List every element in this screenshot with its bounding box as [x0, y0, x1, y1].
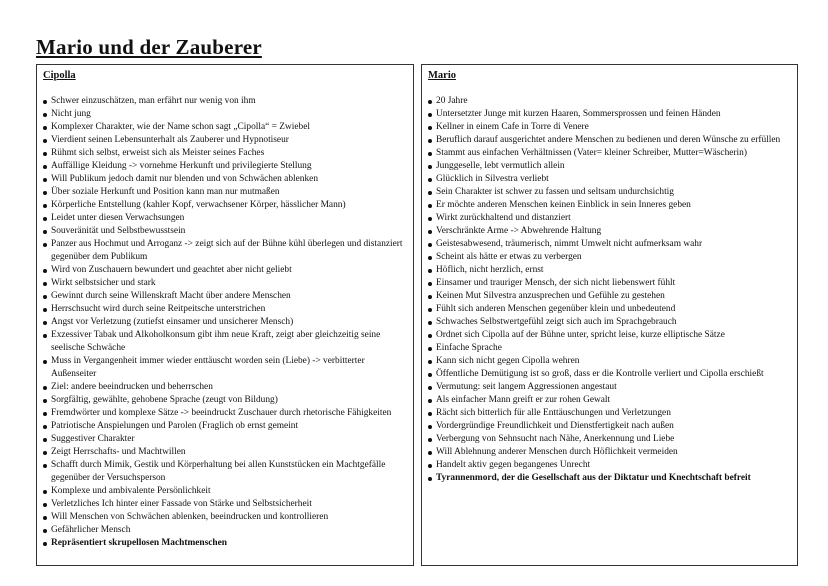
mario-item: Schwaches Selbstwertgefühl zeigt sich auch im Sprachgebrauch — [427, 316, 791, 329]
cipolla-item: Exzessiver Tabak und Alkoholkonsum gibt ihm neue Kraft, zeigt aber gleichzeitig seine seelische Schwäche — [42, 329, 407, 355]
mario-item: Vermutung: seit langem Aggressionen angestaut — [427, 381, 791, 394]
cipolla-item: Nicht jung — [42, 108, 407, 121]
mario-item: Ordnet sich Cipolla auf der Bühne unter, spricht leise, kurze elliptische Sätze — [427, 329, 791, 342]
mario-item: Sein Charakter ist schwer zu fassen und seltsam undurchsichtig — [427, 186, 791, 199]
cipolla-item: Verletzliches Ich hinter einer Fassade von Stärke und Selbstsicherheit — [42, 498, 407, 511]
mario-item: Verschränkte Arme -> Abwehrende Haltung — [427, 225, 791, 238]
cipolla-item: Gewinnt durch seine Willenskraft Macht über andere Menschen — [42, 290, 407, 303]
cipolla-item: Körperliche Entstellung (kahler Kopf, verwachsener Körper, hässlicher Mann) — [42, 199, 407, 212]
cipolla-item: Muss in Vergangenheit immer wieder enttäuscht worden sein (Liebe) -> verbitterter Außenseiter — [42, 355, 407, 381]
mario-item: Untersetzter Junge mit kurzen Haaren, Sommersprossen und feinen Händen — [427, 108, 791, 121]
mario-item: Kann sich nicht gegen Cipolla wehren — [427, 355, 791, 368]
mario-item: Will Ablehnung anderer Menschen durch Höflichkeit vermeiden — [427, 446, 791, 459]
cipolla-item: Komplexer Charakter, wie der Name schon sagt „Cipolla“ = Zwiebel — [42, 121, 407, 134]
mario-heading: Mario — [428, 70, 456, 81]
mario-item: Handelt aktiv gegen begangenes Unrecht — [427, 459, 791, 472]
cipolla-item: Über soziale Herkunft und Position kann man nur mutmaßen — [42, 186, 407, 199]
cipolla-item: Herrschsucht wird durch seine Reitpeitsche unterstrichen — [42, 303, 407, 316]
cipolla-item: Sorgfältig, gewählte, gehobene Sprache (zeugt von Bildung) — [42, 394, 407, 407]
cipolla-box — [36, 64, 414, 566]
cipolla-heading: Cipolla — [43, 70, 76, 81]
mario-item: Höflich, nicht herzlich, ernst — [427, 264, 791, 277]
cipolla-list — [42, 95, 407, 550]
mario-conclusion-item: Tyrannenmord, der die Gesellschaft aus der Diktatur und Knechtschaft befreit — [427, 472, 791, 485]
mario-item: Einfache Sprache — [427, 342, 791, 355]
cipolla-item: Gefährlicher Mensch — [42, 524, 407, 537]
mario-box — [421, 64, 798, 566]
cipolla-item: Leidet unter diesen Verwachsungen — [42, 212, 407, 225]
cipolla-item: Wird von Zuschauern bewundert und geachtet aber nicht geliebt — [42, 264, 407, 277]
mario-item: Keinen Mut Silvestra anzusprechen und Gefühle zu gestehen — [427, 290, 791, 303]
mario-item: Stammt aus einfachen Verhältnissen (Vater= kleiner Schreiber, Mutter=Wäscherin) — [427, 147, 791, 160]
mario-item: Öffentliche Demütigung ist so groß, dass er die Kontrolle verliert und Cipolla erschießt — [427, 368, 791, 381]
cipolla-item: Panzer aus Hochmut und Arroganz -> zeigt sich auf der Bühne kühl überlegen und distanziert gegenüber dem Publikum — [42, 238, 407, 264]
cipolla-item: Schwer einzuschätzen, man erfährt nur wenig von ihm — [42, 95, 407, 108]
cipolla-item: Wirkt selbstsicher und stark — [42, 277, 407, 290]
mario-item: Als einfacher Mann greift er zur rohen Gewalt — [427, 394, 791, 407]
cipolla-item: Rühmt sich selbst, erweist sich als Meister seines Faches — [42, 147, 407, 160]
cipolla-item: Zeigt Herrschafts- und Machtwillen — [42, 446, 407, 459]
mario-item: Verbergung von Sehnsucht nach Nähe, Anerkennung und Liebe — [427, 433, 791, 446]
cipolla-item: Schafft durch Mimik, Gestik und Körperhaltung bei allen Kunststücken ein Machtgefälle gegenüber der Versuchsperson — [42, 459, 407, 485]
mario-list — [427, 95, 791, 485]
cipolla-item: Angst vor Verletzung (zutiefst einsamer und unsicherer Mensch) — [42, 316, 407, 329]
cipolla-item: Auffällige Kleidung -> vornehme Herkunft und privilegierte Stellung — [42, 160, 407, 173]
mario-item: Kellner in einem Cafe in Torre di Venere — [427, 121, 791, 134]
cipolla-item: Ziel: andere beeindrucken und beherrschen — [42, 381, 407, 394]
cipolla-item: Fremdwörter und komplexe Sätze -> beeindruckt Zuschauer durch rhetorische Fähigkeiten — [42, 407, 407, 420]
mario-item: Junggeselle, lebt vermutlich allein — [427, 160, 791, 173]
page-title: Mario und der Zauberer — [36, 35, 262, 59]
mario-item: Glücklich in Silvestra verliebt — [427, 173, 791, 186]
mario-item: Einsamer und trauriger Mensch, der sich nicht liebenswert fühlt — [427, 277, 791, 290]
cipolla-item: Komplexe und ambivalente Persönlichkeit — [42, 485, 407, 498]
cipolla-item: Will Publikum jedoch damit nur blenden und von Schwächen ablenken — [42, 173, 407, 186]
cipolla-item: Will Menschen von Schwächen ablenken, beeindrucken und kontrollieren — [42, 511, 407, 524]
mario-item: Er möchte anderen Menschen keinen Einblick in sein Inneres geben — [427, 199, 791, 212]
mario-item: Vordergründige Freundlichkeit und Dienstfertigkeit nach außen — [427, 420, 791, 433]
mario-item: Rächt sich bitterlich für alle Enttäuschungen und Verletzungen — [427, 407, 791, 420]
mario-item: Geistesabwesend, träumerisch, nimmt Umwelt nicht aufmerksam wahr — [427, 238, 791, 251]
mario-item: Wirkt zurückhaltend und distanziert — [427, 212, 791, 225]
cipolla-conclusion-item: Repräsentiert skrupellosen Machtmenschen — [42, 537, 407, 550]
mario-item: Scheint als hätte er etwas zu verbergen — [427, 251, 791, 264]
mario-item: Fühlt sich anderen Menschen gegenüber klein und unbedeutend — [427, 303, 791, 316]
cipolla-item: Souveränität und Selbstbewusstsein — [42, 225, 407, 238]
cipolla-item: Vierdient seinen Lebensunterhalt als Zauberer und Hypnotiseur — [42, 134, 407, 147]
mario-item: 20 Jahre — [427, 95, 791, 108]
cipolla-item: Suggestiver Charakter — [42, 433, 407, 446]
cipolla-item: Patriotische Anspielungen und Parolen (Fraglich ob ernst gemeint — [42, 420, 407, 433]
mario-item: Beruflich darauf ausgerichtet andere Menschen zu bedienen und deren Wünsche zu erfüllen — [427, 134, 791, 147]
